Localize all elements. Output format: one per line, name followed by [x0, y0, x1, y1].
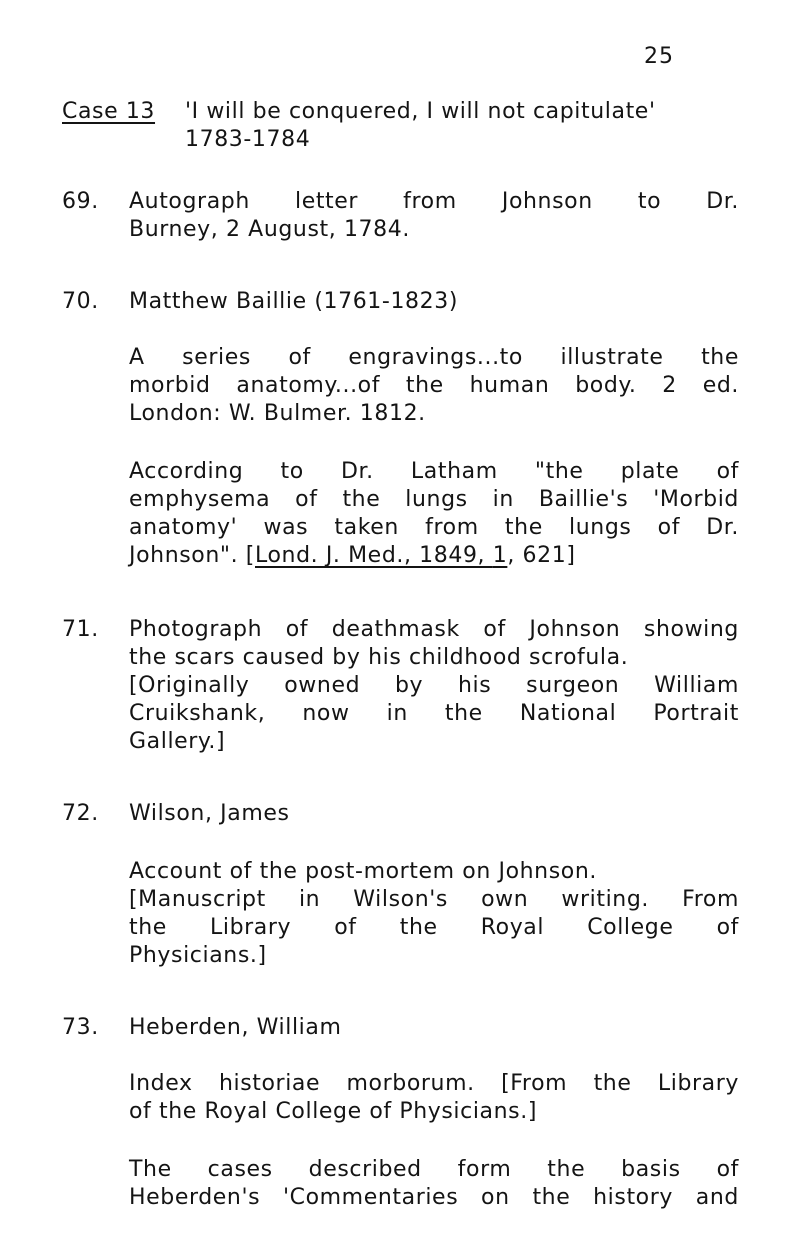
entry-text-line: of the Royal College of Physicians.] [129, 1099, 538, 1124]
entry-number: 71. [62, 617, 99, 642]
case-title: 'I will be conquered, I will not capitulate' [185, 99, 656, 124]
entry-text-line: A series of engravings...to illustrate the [129, 345, 739, 370]
case-dates: 1783-1784 [185, 127, 311, 152]
case-label: Case 13 [62, 99, 156, 124]
entry-heading: Matthew Baillie (1761-1823) [129, 289, 459, 314]
citation-mid: , 1849, [403, 543, 493, 568]
citation-suffix: , 621] [507, 543, 576, 568]
entry-text-line: morbid anatomy...of the human body. 2 ed. [129, 373, 739, 398]
entry-text-line: The cases described form the basis of [129, 1157, 739, 1182]
entry-text-line: Gallery.] [129, 729, 226, 754]
entry-text-line: Index historiae morborum. [From the Library [129, 1071, 739, 1096]
entry-heading: Wilson, James [129, 801, 290, 826]
entry-text-line: [Originally owned by his surgeon William [129, 673, 739, 698]
entry-text-line: Physicians.] [129, 943, 267, 968]
citation-volume: 1 [492, 543, 508, 568]
citation-prefix: Johnson". [ [129, 543, 255, 568]
entry-text-line: London: W. Bulmer. 1812. [129, 401, 426, 426]
entry-heading: Heberden, William [129, 1015, 342, 1040]
entry-text-line: According to Dr. Latham "the plate of [129, 459, 739, 484]
entry-text-line: Autograph letter from Johnson to Dr. [129, 189, 739, 214]
entry-text-line: Heberden's 'Commentaries on the history and [129, 1185, 739, 1210]
page-number: 25 [644, 44, 674, 69]
entry-text-line: Burney, 2 August, 1784. [129, 217, 410, 242]
entry-number: 70. [62, 289, 99, 314]
entry-number: 72. [62, 801, 99, 826]
entry-number: 69. [62, 189, 99, 214]
entry-text-line: anatomy' was taken from the lungs of Dr. [129, 515, 739, 540]
entry-text-line: Account of the post-mortem on Johnson. [129, 859, 597, 884]
entry-number: 73. [62, 1015, 99, 1040]
entry-text-line: Photograph of deathmask of Johnson showing [129, 617, 739, 642]
entry-text-line: [Manuscript in Wilson's own writing. From [129, 887, 739, 912]
entry-citation-line [129, 542, 576, 570]
entry-text-line: Cruikshank, now in the National Portrait [129, 701, 739, 726]
citation-journal: Lond. J. Med. [255, 543, 404, 568]
entry-text-line: emphysema of the lungs in Baillie's 'Morbid [129, 487, 739, 512]
entry-text-line: the scars caused by his childhood scrofula. [129, 645, 629, 670]
entry-text-line: the Library of the Royal College of [129, 915, 739, 940]
